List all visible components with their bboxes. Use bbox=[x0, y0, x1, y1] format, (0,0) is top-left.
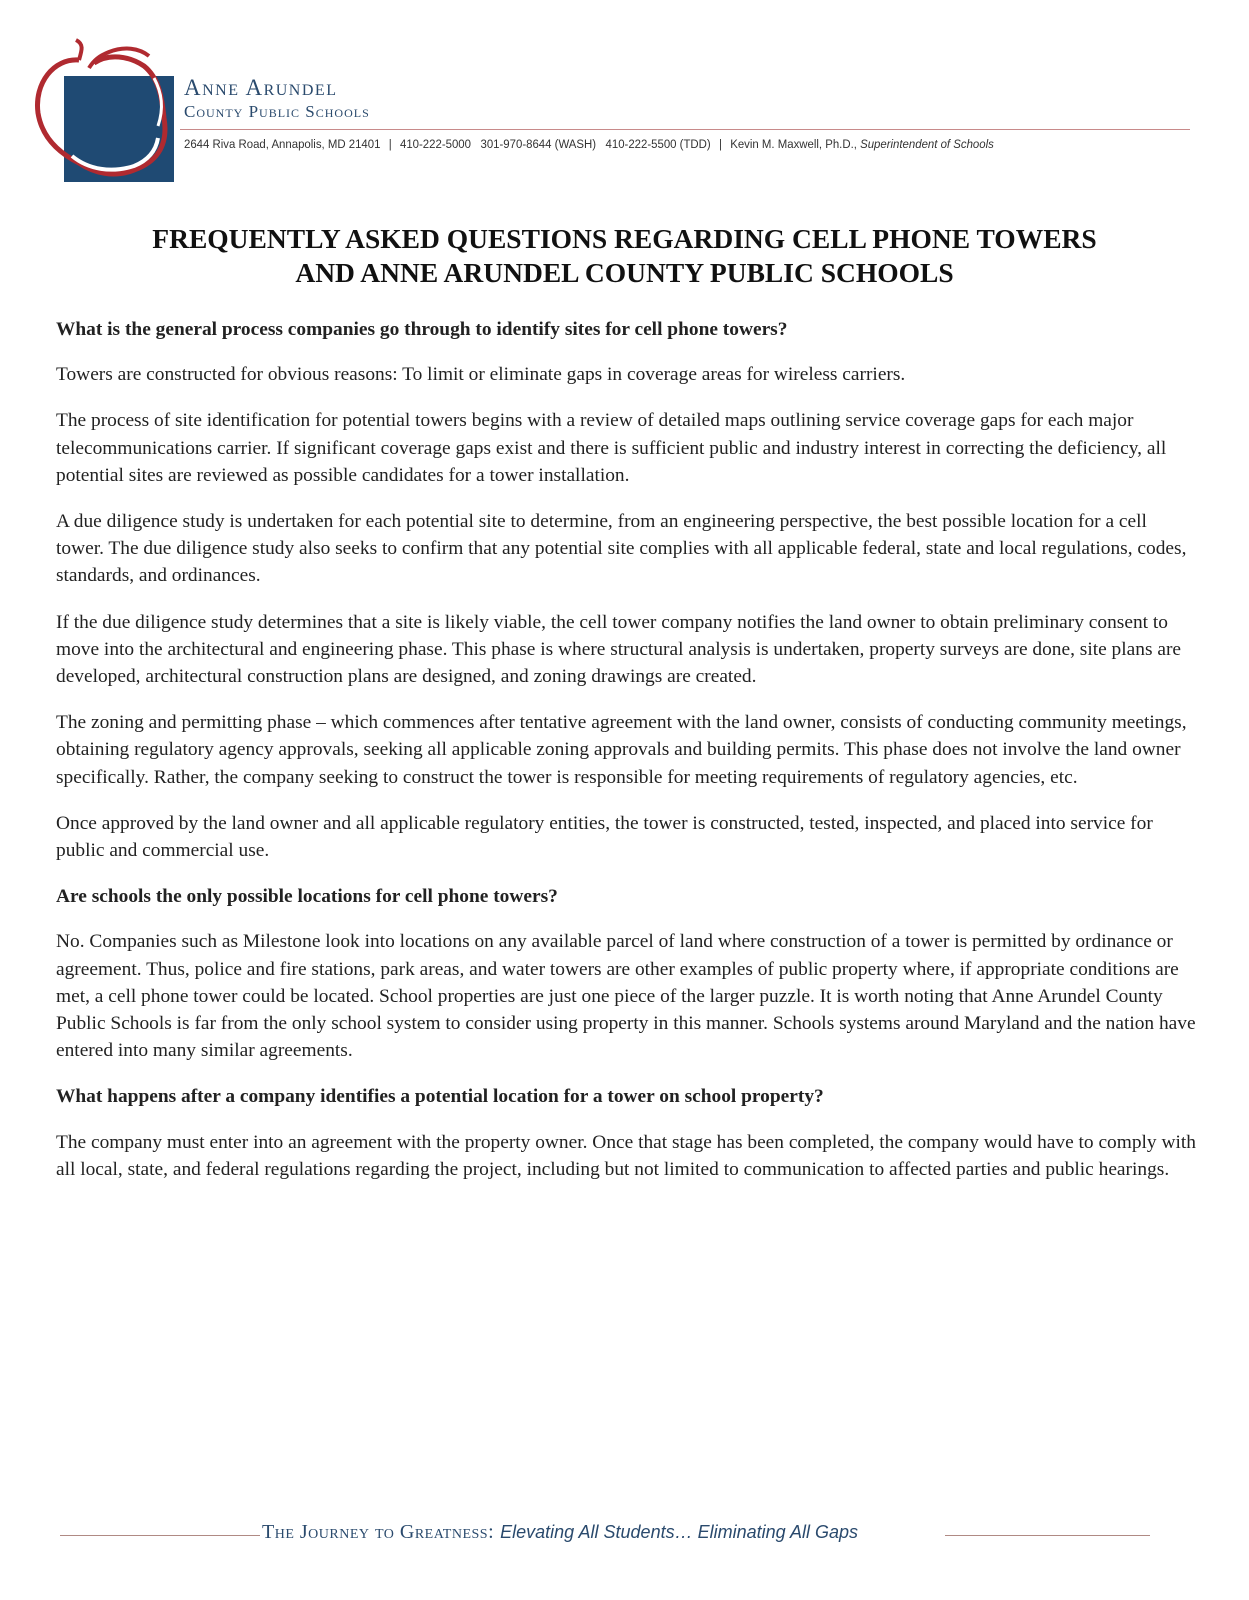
phone-wash: 301-970-8644 (WASH) bbox=[480, 137, 597, 151]
faq-paragraph: A due diligence study is undertaken for each potential site to determine, from an engineering perspective, the best possible location for a cell tower. The due diligence study also seeks to confirm that any potential site complies with all applicable federal, state and local regulations, codes, standards, and ordinances. bbox=[56, 511, 1187, 587]
separator: | bbox=[388, 137, 392, 151]
footer-motto: Elevating All Students… Eliminating All Gaps bbox=[500, 1522, 858, 1542]
footer-lead: The Journey to Greatness: bbox=[262, 1521, 495, 1543]
separator: | bbox=[718, 137, 722, 151]
faq-paragraph: The process of site identification for potential towers begins with a review of detailed maps outlining service coverage gaps for each major telecommunications carrier. If significant coverage gaps exist and there is sufficient public and industry interest in correcting the deficiency, all potential sites are reviewed as possible candidates for a tower installation. bbox=[56, 410, 1167, 486]
apple-logo-icon bbox=[34, 38, 182, 186]
phone-main: 410-222-5000 bbox=[399, 137, 471, 151]
org-name: Anne Arundel bbox=[184, 75, 338, 100]
org-subtitle: County Public Schools bbox=[184, 102, 370, 121]
faq-paragraph: The zoning and permitting phase – which commences after tentative agreement with the land owner, consists of conducting community meetings, obtaining regulatory agency approvals, seeking all applicable zoning approvals and building permits. This phase does not involve the land owner specifically. Rather, the company seeking to construct the tower is responsible for meeting requirements of regulatory agencies, etc. bbox=[56, 712, 1187, 788]
address: 2644 Riva Road, Annapolis, MD 21401 bbox=[184, 137, 381, 151]
title-line-1: FREQUENTLY ASKED QUESTIONS REGARDING CELL PHONE TOWERS bbox=[152, 223, 1097, 254]
faq-question: What happens after a company identifies a potential location for a tower on school property? bbox=[56, 1086, 824, 1108]
document-title bbox=[0, 222, 1249, 290]
faq-paragraph: The company must enter into an agreement with the property owner. Once that stage has been completed, the company would have to comply with all local, state, and federal regulations regarding the project, including but not limited to communication to affected parties and public hearings. bbox=[56, 1131, 1196, 1180]
faq-question: Are schools the only possible locations for cell phone towers? bbox=[56, 886, 558, 908]
document-body bbox=[56, 316, 1196, 1202]
footer-tagline bbox=[262, 1521, 858, 1544]
title-line-2: AND ANNE ARUNDEL COUNTY PUBLIC SCHOOLS bbox=[295, 257, 954, 288]
faq-paragraph: Towers are constructed for obvious reasons: To limit or eliminate gaps in coverage areas for wireless carriers. bbox=[56, 364, 906, 386]
superintendent-name: Kevin M. Maxwell, Ph.D., bbox=[730, 137, 857, 151]
faq-paragraph: No. Companies such as Milestone look into locations on any available parcel of land where construction of a tower is permitted by ordinance or agreement. Thus, police and fire stations, park areas, and water towers are other examples of public property where, if appropriate conditions are met, a cell phone tower could be located. School properties are just one piece of the larger puzzle. It is worth noting that Anne Arundel County Public Schools is far from the only school system to consider using property in this manner. Schools systems around Maryland and the nation have entered into many similar agreements. bbox=[56, 931, 1196, 1062]
faq-paragraph: Once approved by the land owner and all applicable regulatory entities, the tower is constructed, tested, inspected, and placed into service for public and commercial use. bbox=[56, 812, 1153, 862]
superintendent-title: Superintendent of Schools bbox=[860, 137, 994, 151]
header-divider bbox=[180, 129, 1190, 130]
faq-paragraph: If the due diligence study determines that a site is likely viable, the cell tower company notifies the land owner to obtain preliminary consent to move into the architectural and engineering phase. This phase is where structural analysis is undertaken, property surveys are done, site plans are developed, architectural construction plans are designed, and zoning drawings are created. bbox=[56, 611, 1182, 688]
phone-tdd: 410-222-5500 (TDD) bbox=[605, 137, 711, 151]
district-logo bbox=[34, 38, 182, 186]
footer-divider-left bbox=[60, 1535, 260, 1536]
footer-divider-right bbox=[945, 1535, 1150, 1536]
contact-line bbox=[184, 137, 994, 151]
faq-question: What is the general process companies go through to identify sites for cell phone towers? bbox=[56, 319, 788, 340]
